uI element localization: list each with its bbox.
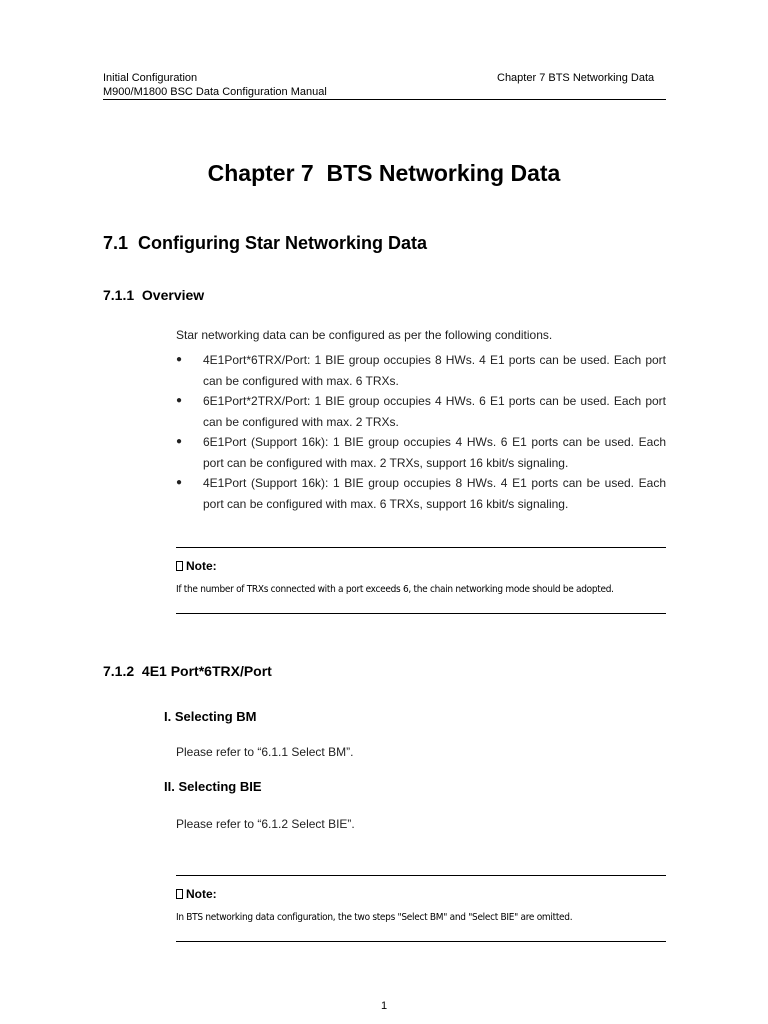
note-title-text: Note: (186, 887, 217, 901)
selecting-bm-text: Please refer to “6.1.1 Select BM”. (176, 745, 354, 759)
chapter-title: Chapter 7 BTS Networking Data (207, 160, 561, 186)
header-chapter-title: Chapter 7 BTS Networking Data (497, 72, 655, 84)
note-title-text: Note: (186, 559, 217, 573)
note-icon (176, 561, 183, 571)
note-icon (176, 889, 183, 899)
selecting-bie-text: Please refer to “6.1.2 Select BIE”. (176, 817, 355, 831)
note-title (176, 558, 217, 574)
section-7-1-2-heading: 7.1.2 4E1 Port*6TRX/Port (103, 663, 272, 679)
subsection-selecting-bie-heading: II. Selecting BIE (164, 779, 262, 794)
note-box-trx-limit (176, 547, 666, 614)
bullet-text: 4E1Port (Support 16k): 1 BIE group occupies 8 HWs. 4 E1 ports can be used. Each port can be configured with max. 6 TRXs, support 16 kbit/s signaling. (203, 476, 666, 511)
bullet-text: 6E1Port (Support 16k): 1 BIE group occupies 4 HWs. 6 E1 ports can be used. Each port can be configured with max. 2 TRXs, support 16 kbit/s signaling. (203, 435, 666, 470)
page-number: 1 (380, 1000, 388, 1012)
overview-bullet-list (176, 350, 666, 514)
note-text: In BTS networking data configuration, the two steps "Select BM" and "Select BIE" are omitted. (176, 912, 573, 923)
bullet-icon: ● (176, 395, 183, 406)
bullet-text: 4E1Port*6TRX/Port: 1 BIE group occupies 8 HWs. 4 E1 ports can be used. Each port can be configured with max. 6 TRXs. (203, 353, 666, 388)
header-document-category: Initial Configuration (103, 72, 198, 84)
bullet-icon: ● (176, 436, 183, 447)
section-7-1-heading: 7.1 Configuring Star Networking Data (103, 233, 428, 253)
list-item (176, 350, 666, 391)
bullet-icon: ● (176, 354, 183, 365)
note-box-omitted-steps (176, 875, 666, 942)
list-item (176, 391, 666, 432)
note-text: If the number of TRXs connected with a port exceeds 6, the chain networking mode should be adopted. (176, 584, 614, 595)
subsection-selecting-bm-heading: I. Selecting BM (164, 709, 257, 724)
list-item (176, 473, 666, 514)
note-title (176, 886, 217, 902)
overview-intro: Star networking data can be configured as per the following conditions. (176, 328, 553, 342)
section-7-1-1-heading: 7.1.1 Overview (103, 287, 205, 303)
header-manual-title: M900/M1800 BSC Data Configuration Manual (103, 86, 327, 98)
list-item (176, 432, 666, 473)
header-divider (103, 99, 666, 100)
bullet-icon: ● (176, 477, 183, 488)
bullet-text: 6E1Port*2TRX/Port: 1 BIE group occupies 4 HWs. 6 E1 ports can be used. Each port can be configured with max. 2 TRXs. (203, 394, 666, 429)
